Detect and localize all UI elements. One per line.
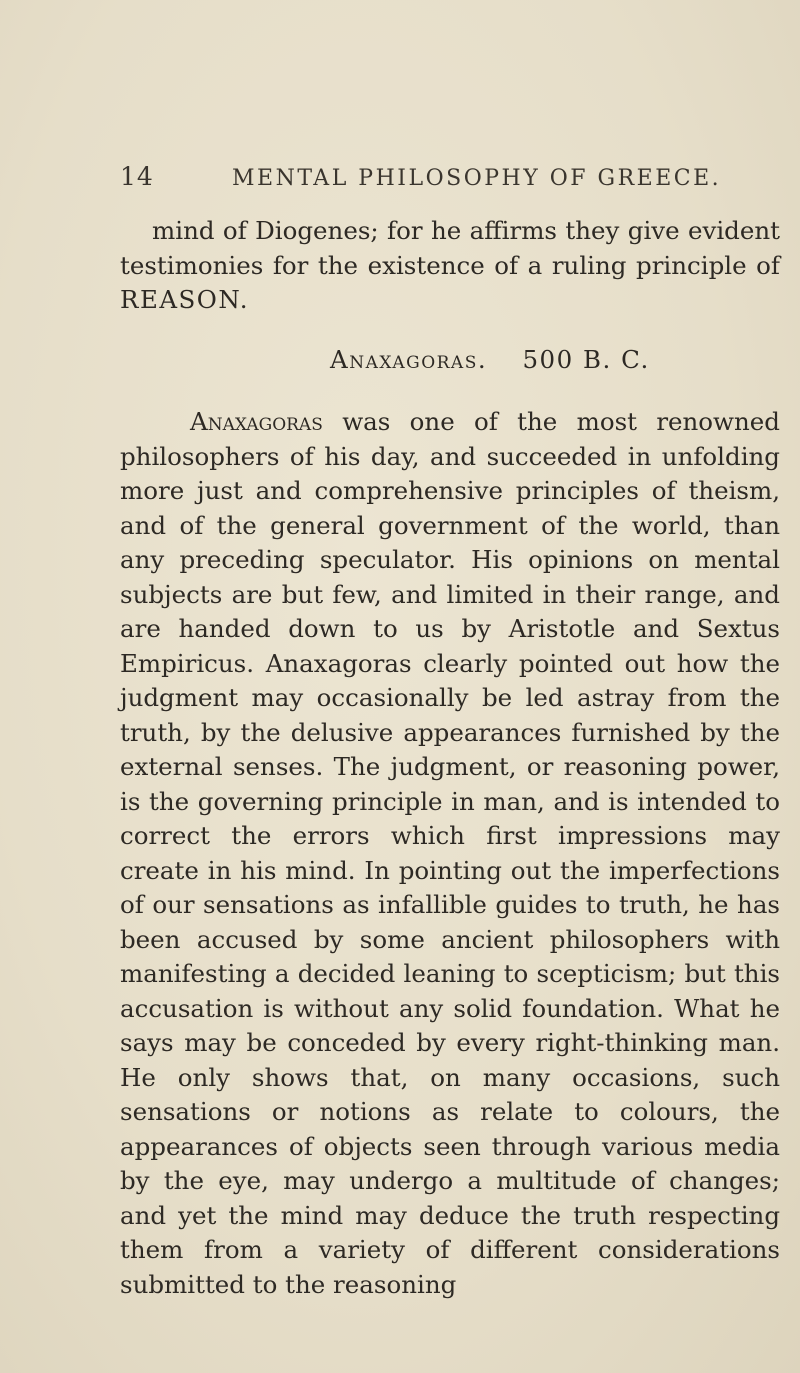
section-heading bbox=[330, 345, 650, 374]
main-paragraph-text: was one of the most renowned philosophers of his day, and succeeded in unfolding more just and comprehensive principles of theism, and of the general government of the world, than any preceding speculator. His opinions on mental subjects are but few, and limited in their range, and are handed down to us by Aristotle and Sextus Empiricus. Anaxagoras clearly pointed out how the judgment may occasionally be led astray from the truth, by the delusive appearances furnished by the external senses. The judgment, or reasoning power, is the governing principle in man, and is intended to correct the errors which first impressions may create in his mind. In pointing out the imperfections of our sensations as infallible guides to truth, he has been accused by some ancient philosophers with manifesting a decided leaning to scepticism; but this accusation is without any solid foundation. What he says may be conceded by every right-thinking man. He only shows that, on many occasions, such sensations or notions as relate to colours, the appearances of objects seen through various media by the eye, may undergo a multitude of changes; and yet the mind may deduce the truth respecting them from a variety of different considerations submitted to the reasoning bbox=[120, 407, 780, 1299]
page-header bbox=[120, 162, 760, 202]
opening-paragraph bbox=[120, 214, 780, 318]
section-date: 500 B. C. bbox=[522, 345, 650, 374]
section-name: Anaxagoras. bbox=[330, 345, 488, 374]
paragraph-lead-word: Anaxagoras bbox=[190, 407, 323, 436]
opening-paragraph-text: mind of Diogenes; for he affirms they give evident testimonies for the existence of a ruling principle of bbox=[120, 216, 780, 280]
reason-emphasis: REASON. bbox=[120, 285, 250, 314]
page-number: 14 bbox=[120, 162, 154, 191]
running-head: MENTAL PHILOSOPHY OF GREECE. bbox=[232, 166, 722, 191]
main-paragraph bbox=[120, 405, 780, 1302]
